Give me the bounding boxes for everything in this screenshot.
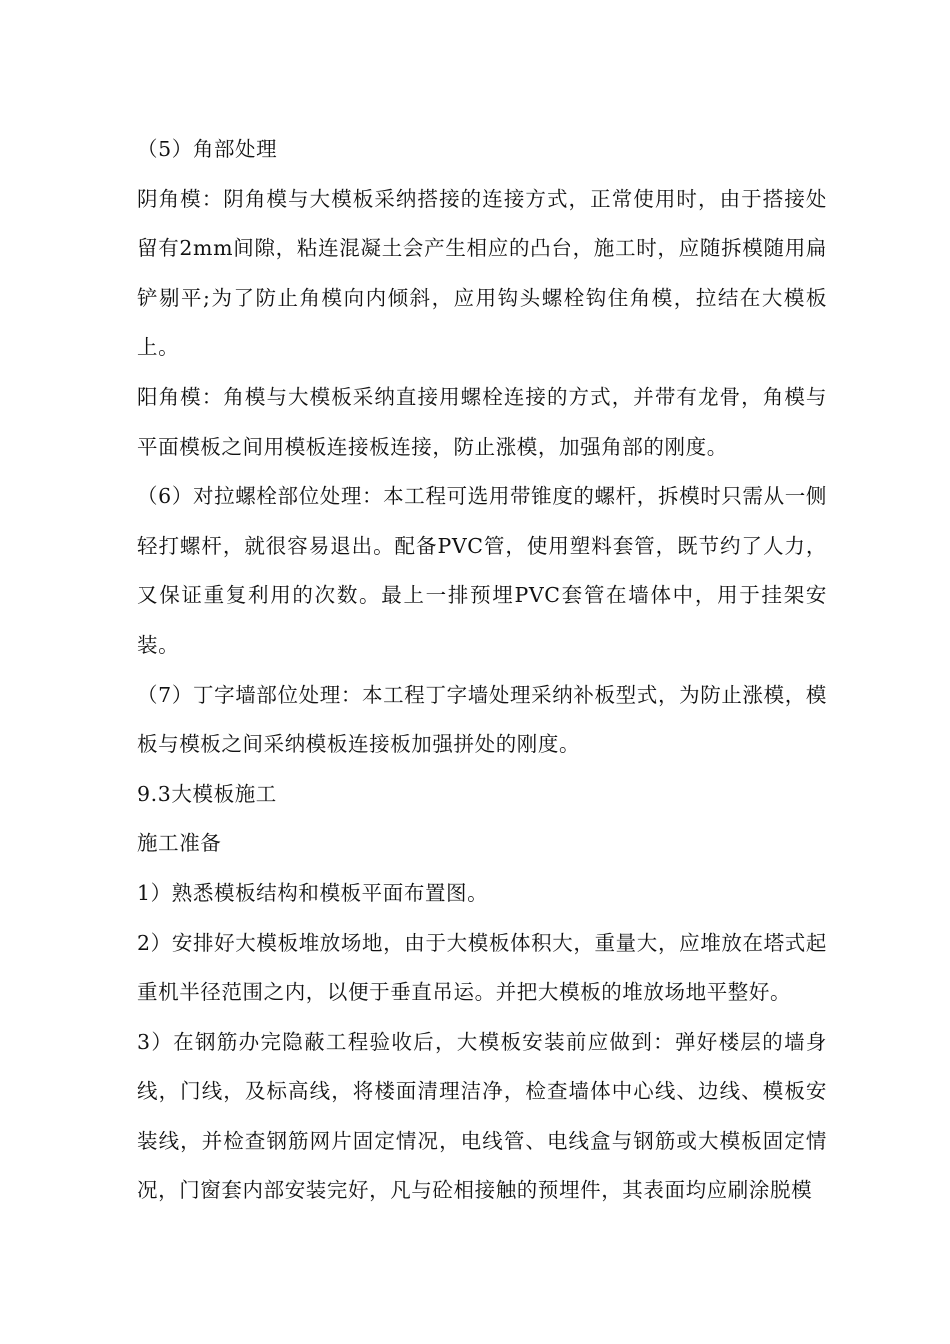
document-body [137, 125, 827, 1216]
paragraph-inside-corner-form: 阴角模：阴角模与大模板采纳搭接的连接方式，正常使用时，由于搭接处留有2mm间隙，粘连混凝土会产生相应的凸台，施工时，应随拆模随用扁铲剔平;为了防止角模向内倾斜，应用钩头螺栓钩住角模，拉结在大模板上。 [137, 186, 827, 360]
section-heading-large-formwork: 9.3大模板施工 [137, 781, 277, 806]
list-item-2: 2）安排好大模板堆放场地，由于大模板体积大，重量大，应堆放在塔式起重机半径范围之内，以便于垂直吊运。并把大模板的堆放场地平整好。 [137, 930, 827, 1005]
paragraph-tie-bolt-treatment: （6）对拉螺栓部位处理：本工程可选用带锥度的螺杆，拆模时只需从一侧轻打螺杆，就很容易退出。配备PVC管，使用塑料套管，既节约了人力，又保证重复利用的次数。最上一排预埋PVC套管在墙体中，用于挂架安装。 [137, 484, 827, 657]
list-item-3: 3）在钢筋办完隐蔽工程验收后，大模板安装前应做到：弹好楼层的墙身线，门线，及标高线，将楼面清理洁净，检查墙体中心线、边线、模板安装线，并检查钢筋网片固定情况，电线管、电线盒与钢筋或大模板固定情况，门窗套内部安装完好，凡与砼相接触的预埋件，其表面均应刷涂脱模 [137, 1029, 827, 1203]
paragraph-outside-corner-form: 阳角模：角模与大模板采纳直接用螺栓连接的方式，并带有龙骨，角模与平面模板之间用模板连接板连接，防止涨模，加强角部的刚度。 [137, 384, 827, 459]
heading-corner-treatment: （5）角部处理 [137, 137, 278, 161]
subheading-construction-preparation: 施工准备 [137, 831, 222, 856]
list-item-1: 1）熟悉模板结构和模板平面布置图。 [137, 880, 489, 905]
paragraph-t-wall-treatment: （7）丁字墙部位处理：本工程丁字墙处理采纳补板型式，为防止涨模，模板与模板之间采纳模板连接板加强拼处的刚度。 [137, 682, 827, 757]
